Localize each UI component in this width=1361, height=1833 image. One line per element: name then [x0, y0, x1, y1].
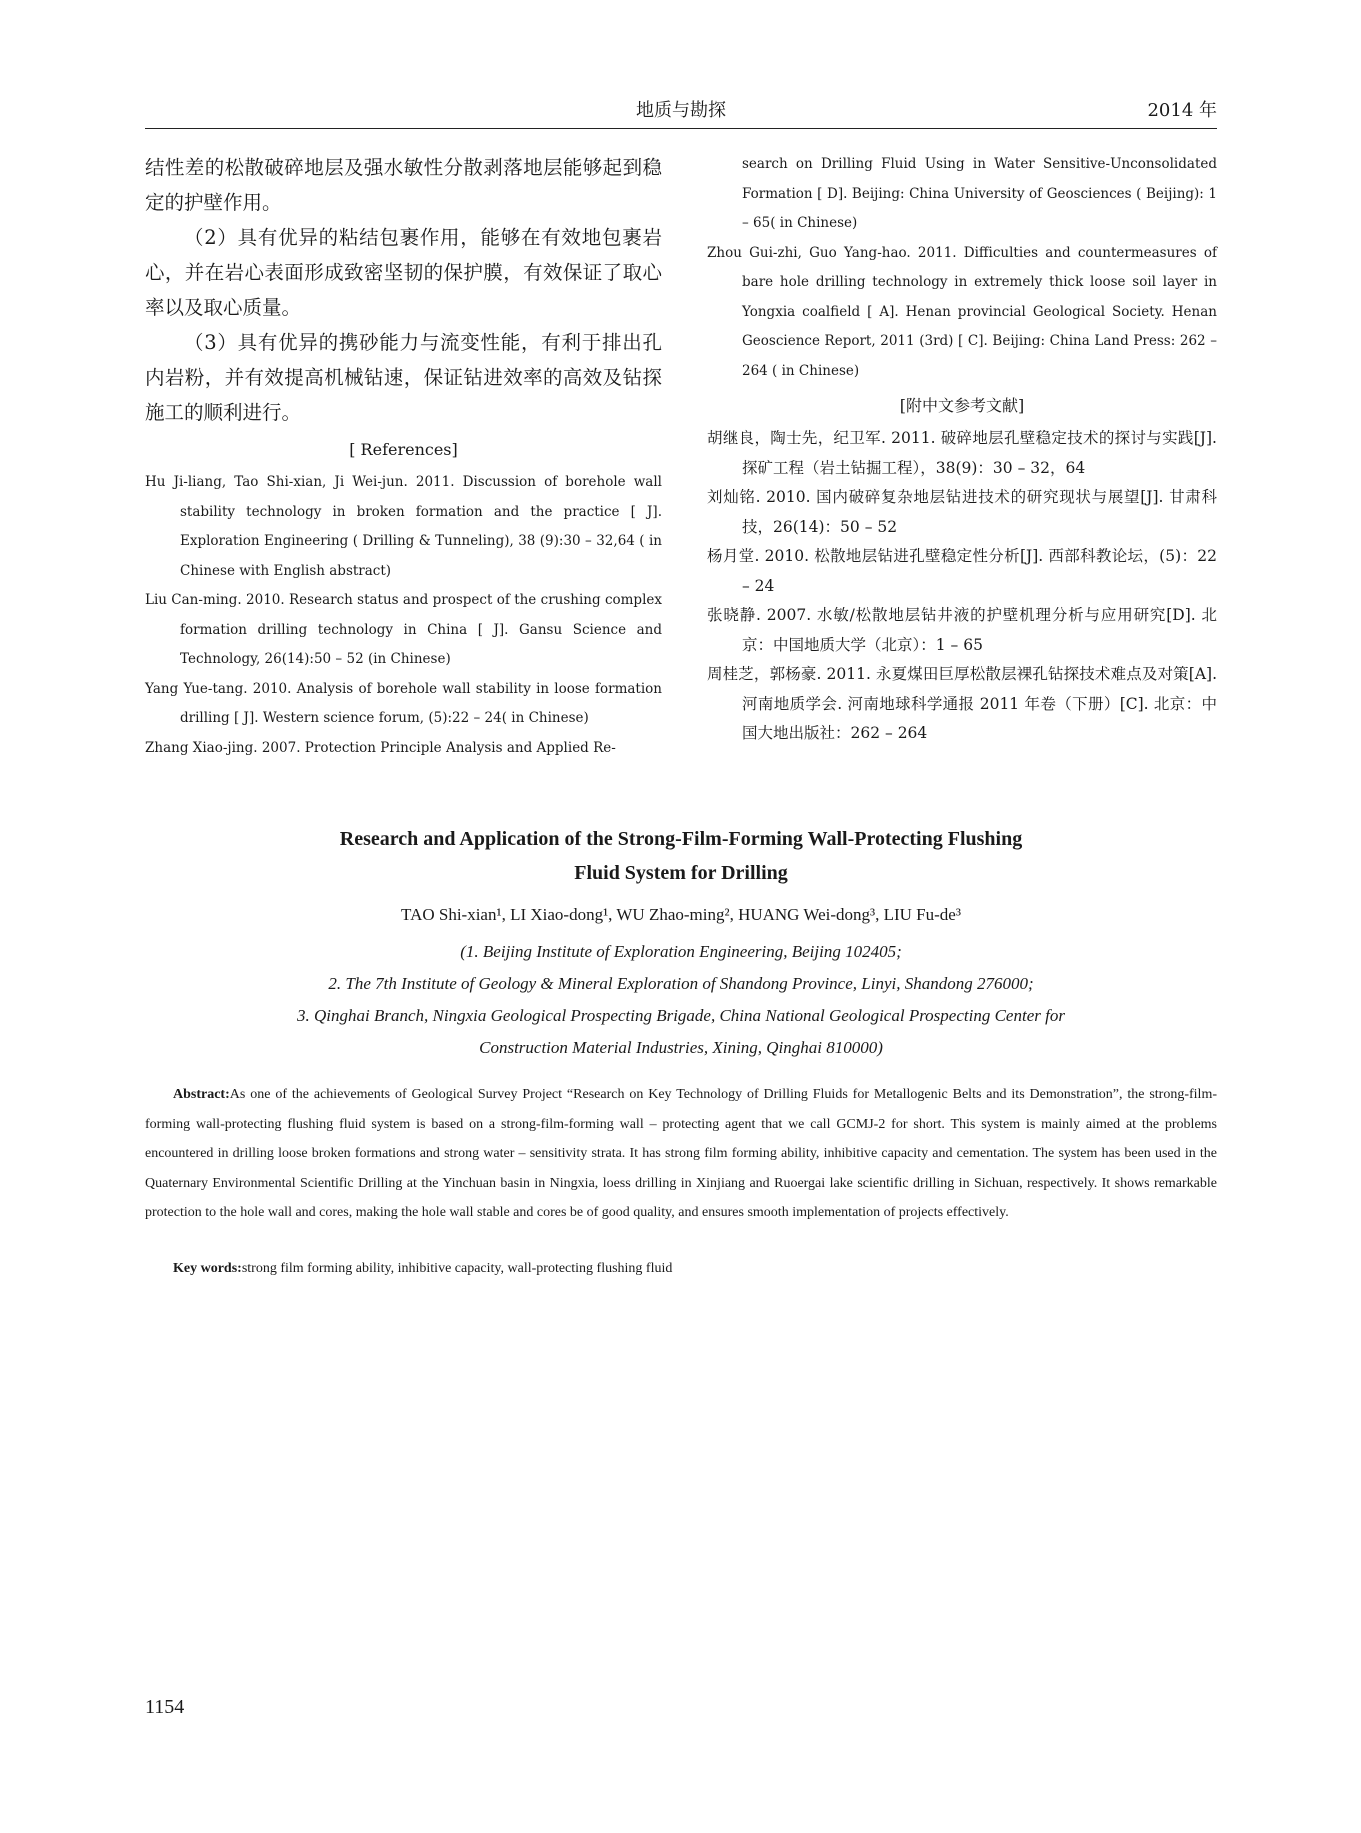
chinese-reference-item: 张晓静. 2007. 水敏/松散地层钻井液的护壁机理分析与应用研究[D]. 北京：中国地质大学（北京）：1 – 65: [707, 606, 1217, 654]
body-paragraph: （2）具有优异的粘结包裹作用，能够在有效地包裹岩心，并在岩心表面形成致密坚韧的保护膜，有效保证了取心率以及取心质量。: [145, 226, 662, 319]
references-heading: [ References]: [349, 440, 458, 459]
body-paragraph: （3）具有优异的携砂能力与流变性能，有利于排出孔内岩粉，并有效提高机械钻速，保证钻进效率的高效及钻探施工的顺利进行。: [145, 331, 662, 424]
english-title: [145, 822, 1217, 890]
reference-item: Liu Can-ming. 2010. Research status and prospect of the crushing complex formation drilling technology in China [ J]. Gansu Science and Technology, 26(14):50 – 52 (in Chinese): [145, 592, 662, 667]
page-number: 1154: [145, 1696, 185, 1718]
reference-item: Zhou Gui-zhi, Guo Yang-hao. 2011. Difficulties and countermeasures of bare hole drilling technology in extremely thick loose soil layer in Yongxia coalfield [ A]. Henan provincial Geological Society. Henan Geoscience Report, 2011 (3rd) [ C]. Beijing: China Land Press: 262 – 264 ( in Chinese): [707, 244, 1217, 379]
affiliation-line: 3. Qinghai Branch, Ningxia Geological Prospecting Brigade, China National Geological Prospecting Center for: [297, 1006, 1065, 1025]
page-header: [145, 92, 1217, 129]
title-line: Research and Application of the Strong-Film-Forming Wall-Protecting Flushing: [339, 828, 1023, 850]
reference-continuation: search on Drilling Fluid Using in Water Sensitive-Unconsolidated Formation [ D]. Beijing: China University of Geosciences ( Beijing): 1 – 65( in Chinese): [742, 156, 1217, 231]
right-column: [707, 150, 1217, 749]
affiliation-line: 2. The 7th Institute of Geology & Mineral Exploration of Shandong Province, Linyi, Shandong 276000;: [328, 974, 1034, 993]
affiliation-line: (1. Beijing Institute of Exploration Engineering, Beijing 102405;: [460, 942, 902, 961]
body-paragraph: 结性差的松散破碎地层及强水敏性分散剥落地层能够起到稳定的护壁作用。: [145, 156, 662, 214]
journal-name: 地质与勘探: [636, 100, 726, 121]
title-line: Fluid System for Drilling: [574, 862, 788, 884]
chinese-reference-item: 杨月堂. 2010. 松散地层钻进孔壁稳定性分析[J]. 西部科教论坛，(5)：22 – 24: [707, 547, 1217, 595]
keywords-label: Key words:: [173, 1261, 242, 1276]
reference-item: Zhang Xiao-jing. 2007. Protection Principle Analysis and Applied Re-: [145, 739, 616, 756]
keywords-text: strong film forming ability, inhibitive capacity, wall-protecting flushing fluid: [241, 1261, 673, 1276]
abstract-text: As one of the achievements of Geological Survey Project “Research on Key Technology of Drilling Fluids for Metallogenic Belts and its Demonstration”, the strong-film-forming wall-protecting flushing fluid system is based on a strong-film-forming wall – protecting agent that we call GCMJ-2 for short. This system is mainly aimed at the problems encountered in drilling loose broken formations and strong water – sensitivity strata. It has strong film forming ability, inhibitive capacity and cementation. The system has been used in the Quaternary Environmental Scientific Drilling at the Yinchuan basin in Ningxia, loess drilling in Xinjiang and Ruoergai lake scientific drilling in Sichuan, respectively. It shows remarkable protection to the hole wall and cores, making the hole wall stable and cores be of good quality, and ensures smooth implementation of projects effectively.: [145, 1087, 1217, 1220]
chinese-references-heading: [附中文参考文献]: [899, 396, 1025, 415]
reference-item: Hu Ji-liang, Tao Shi-xian, Ji Wei-jun. 2011. Discussion of borehole wall stability technology in broken formation and the practice [ J]. Exploration Engineering ( Drilling & Tunneling), 38 (9):30 – 32,64 ( in Chinese with English abstract): [145, 474, 662, 579]
chinese-reference-item: 胡继良，陶士先，纪卫军. 2011. 破碎地层孔壁稳定技术的探讨与实践[J]. 探矿工程（岩土钻掘工程），38(9)：30 – 32，64: [707, 429, 1217, 477]
chinese-reference-item: 刘灿铭. 2010. 国内破碎复杂地层钻进技术的研究现状与展望[J]. 甘肃科技，26(14)：50 – 52: [707, 488, 1217, 536]
abstract: [145, 1080, 1217, 1228]
affiliations: [145, 936, 1217, 1064]
publication-year: 2014 年: [1147, 100, 1217, 121]
author-list: TAO Shi-xian¹, LI Xiao-dong¹, WU Zhao-ming², HUANG Wei-dong³, LIU Fu-de³: [401, 905, 961, 924]
reference-item: Yang Yue-tang. 2010. Analysis of borehole wall stability in loose formation drilling [ J]. Western science forum, (5):22 – 24( in Chinese): [145, 680, 662, 726]
keywords: [145, 1254, 1217, 1283]
affiliation-line: Construction Material Industries, Xining, Qinghai 810000): [479, 1038, 883, 1057]
abstract-label: Abstract:: [173, 1087, 230, 1102]
chinese-reference-item: 周桂芝，郭杨豪. 2011. 永夏煤田巨厚松散层裸孔钻探技术难点及对策[A]. 河南地质学会. 河南地球科学通报 2011 年卷（下册）[C]. 北京：中国大地出版社：262 – 264: [707, 665, 1217, 742]
left-column: [145, 150, 662, 763]
